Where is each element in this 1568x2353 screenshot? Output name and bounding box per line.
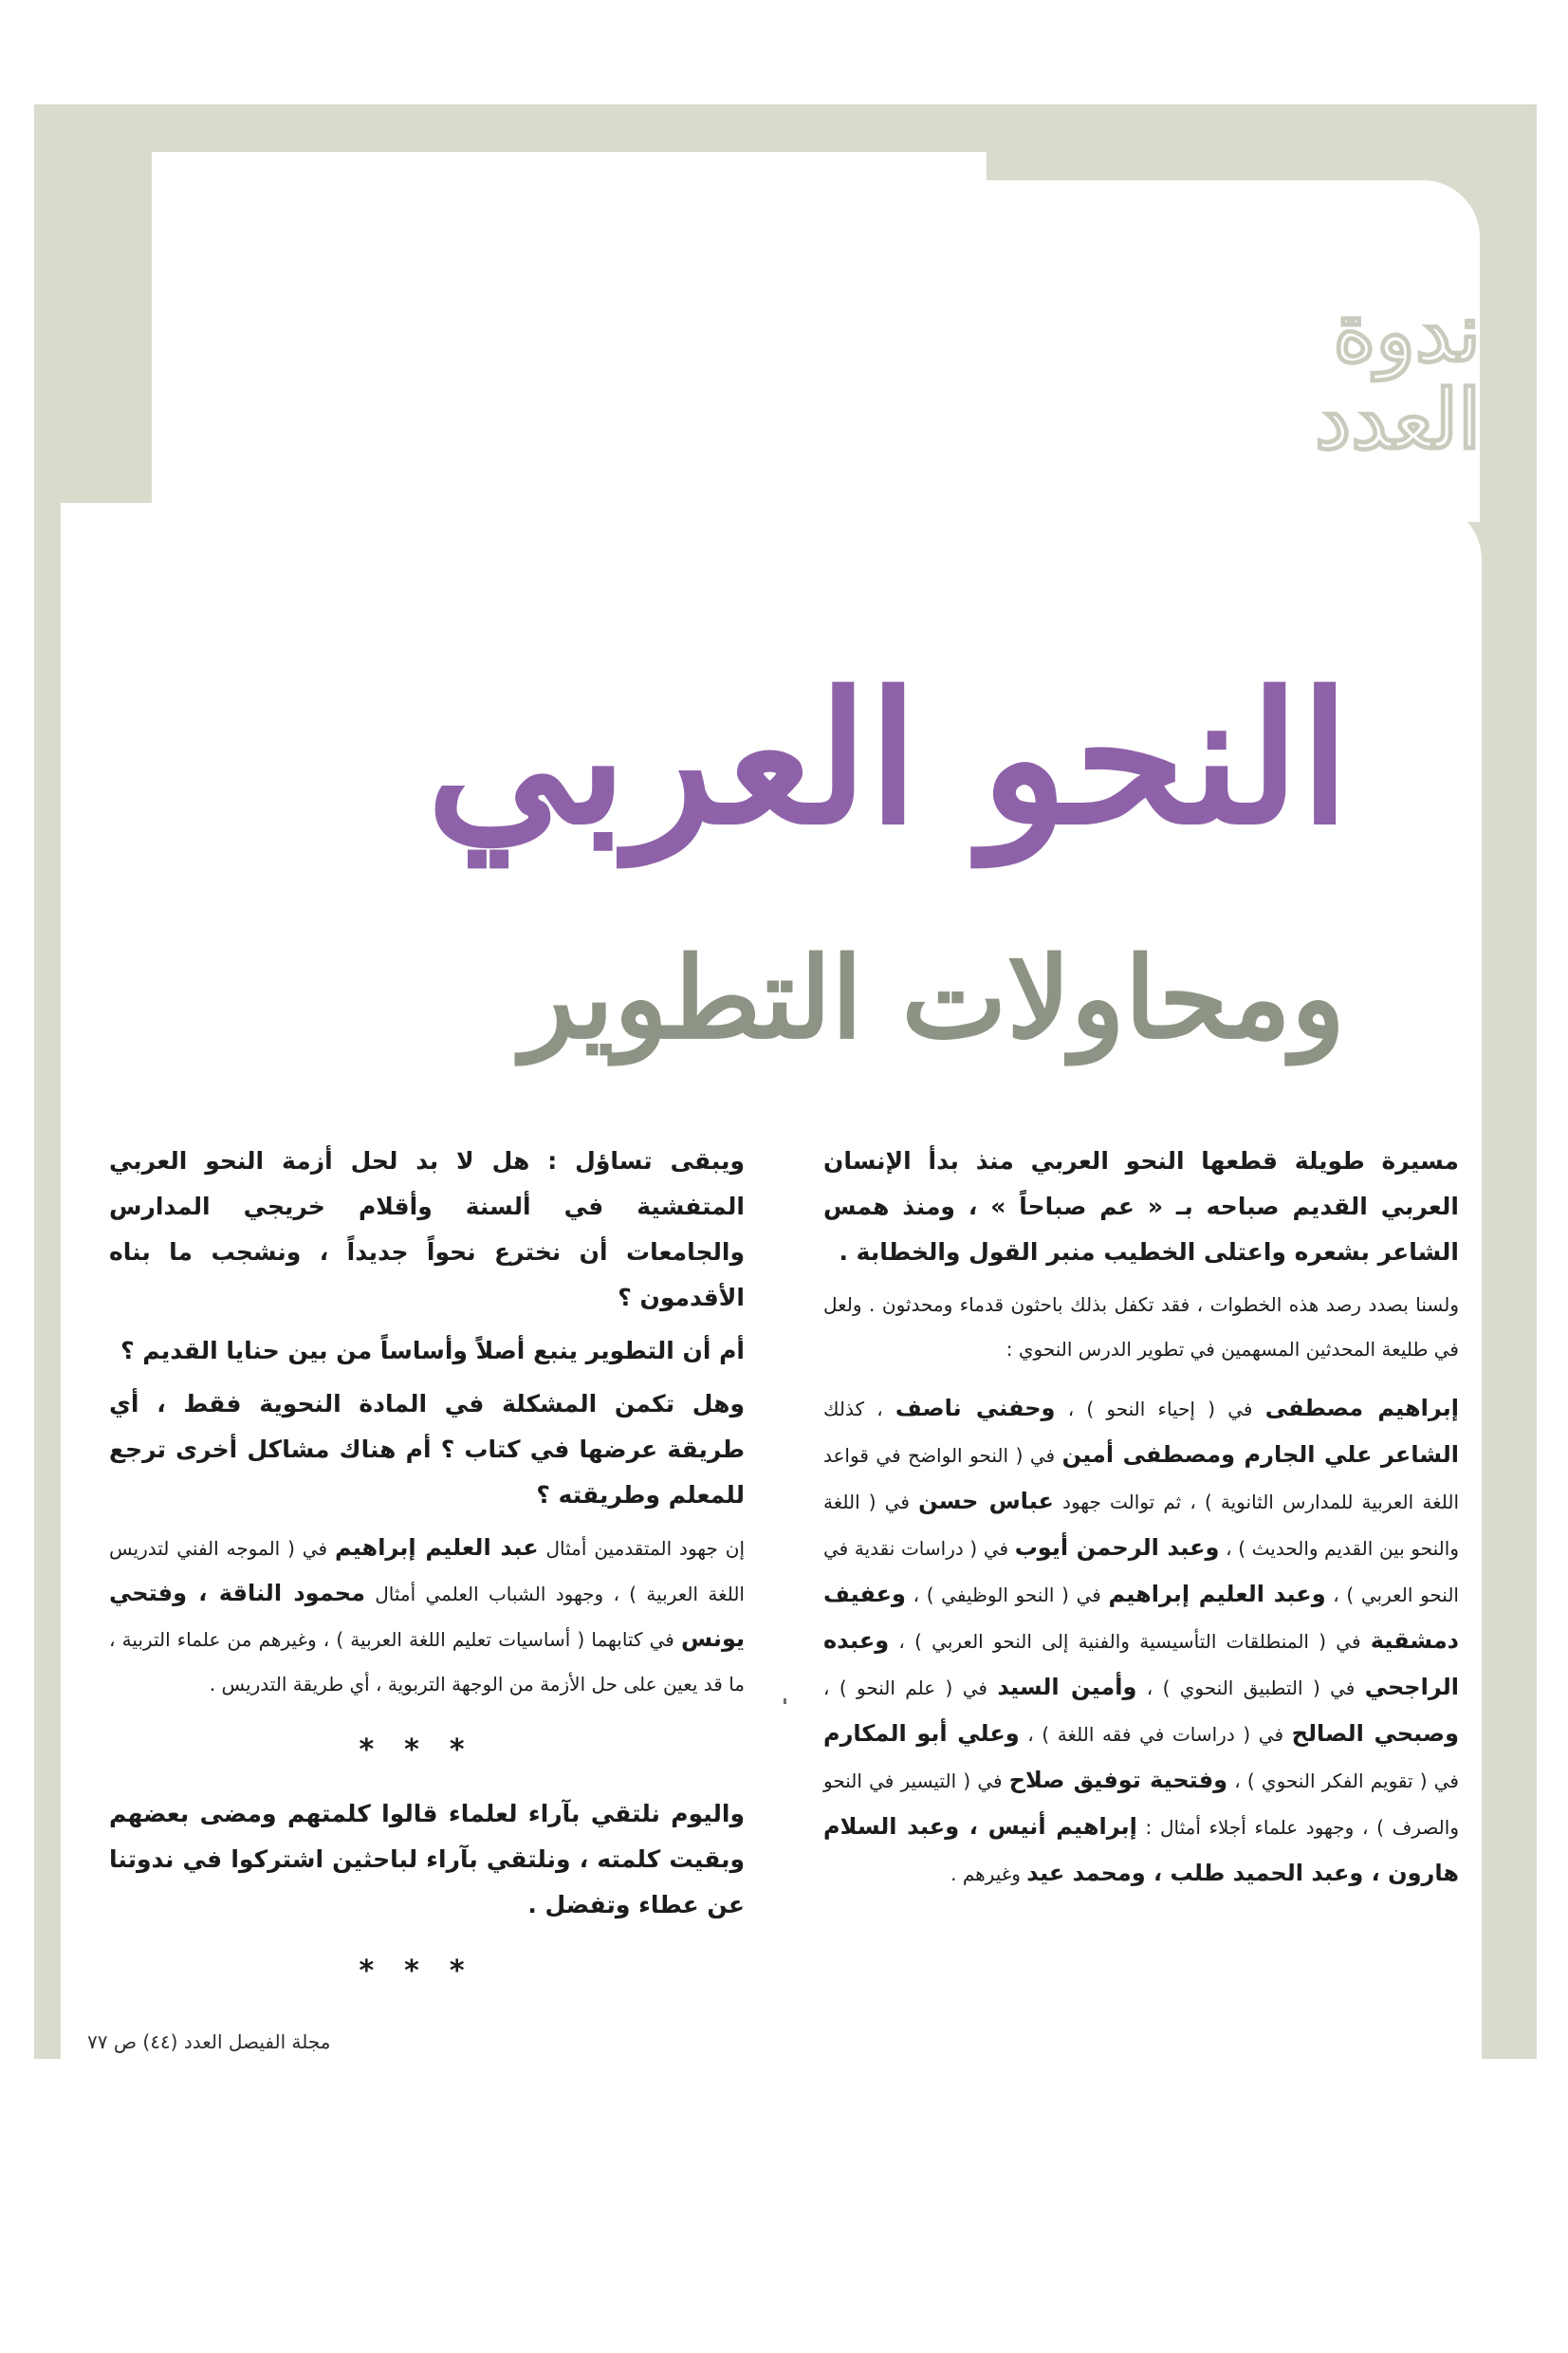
efforts-name-1: عبد العليم إبراهيم (334, 1534, 539, 1561)
scholar-name: وعبد العليم إبراهيم (1108, 1581, 1326, 1607)
scholars-paragraph (823, 1385, 1459, 1897)
question-paragraph-3: وهل تكمن المشكلة في المادة النحوية فقط ، أي طريقة عرضها في كتاب ؟ أم هناك مشاكل أخرى ترجع للمعلم وطريقته ؟ (109, 1390, 745, 1509)
scholar-work: ، كذلك (823, 1398, 895, 1420)
scholar-name: عباس حسن (918, 1488, 1054, 1514)
scholar-work: في ( التطبيق النحوي ) ، (1136, 1677, 1365, 1699)
scholar-work: في ( دراسات نقدية في النحو العربي ) ، (823, 1537, 1459, 1606)
scholar-name: وعفيف دمشقية (823, 1581, 1459, 1654)
efforts-text-post: في كتابهما ( أساسيات تعليم اللغة العربية ) ، وغيرهم من علماء التربية ، ما قد يعين على حل الأزمة من الوجهة التربوية ، أي طريقة التدريس . (109, 1628, 745, 1695)
scholar-work: في ( إحياء النحو ) ، (1055, 1398, 1265, 1420)
efforts-name-2: محمود الناقة ، وفتحي يونس (109, 1580, 745, 1652)
column-divider-mark (784, 1698, 786, 1704)
scholar-name: إبراهيم مصطفى (1264, 1395, 1460, 1421)
scholar-work: في ( اللغة والنحو بين القديم والحديث ) ، (823, 1491, 1459, 1560)
scholar-name: وصبحي الصالح (1291, 1720, 1459, 1747)
right-column (823, 1139, 1459, 1897)
left-column (109, 1139, 745, 2012)
scholar-name: الشاعر علي الجارم ومصطفى أمين (1061, 1441, 1460, 1468)
scholar-name: وعلي أبو المكارم (823, 1720, 1020, 1747)
scholar-work: في ( النحو الواضح في قواعد اللغة العربية للمدارس الثانوية ) ، ثم توالت جهود (823, 1444, 1459, 1513)
scholar-name: وعبد الرحمن أيوب (1014, 1534, 1220, 1561)
section-separator: *** (359, 1733, 495, 1767)
section-stamp-line1: ندوة (1333, 285, 1481, 380)
intro-paragraph: مسيرة طويلة قطعها النحو العربي منذ بدأ الإنسان العربي القديم صباحه بـ « عم صباحاً » ، ومنذ همس الشاعر بشعره واعتلى الخطيب منبر القول والخطابة . (823, 1147, 1459, 1266)
page-panel-top (152, 180, 1480, 522)
efforts-text-pre: إن جهود المتقدمين أمثال (538, 1537, 746, 1560)
scholar-name: وحفني ناصف (895, 1395, 1056, 1421)
question-paragraph-2: أم أن التطوير ينبع أصلاً وأساساً من بين حنايا القديم ؟ (120, 1337, 745, 1364)
closing-paragraph: واليوم نلتقي بآراء لعلماء قالوا كلمتهم ومضى بعضهم وبقيت كلمته ، ونلتقي بآراء لباحثين اشتركوا في ندوتنا عن عطاء وتفضل . (109, 1800, 745, 1918)
section-separator-end: *** (359, 1955, 495, 1988)
scholar-name: وأمين السيد (997, 1674, 1137, 1700)
scholar-work: في ( النحو الوظيفي ) ، (905, 1584, 1109, 1606)
scholar-name: وفتحية توفيق صلاح (1008, 1767, 1228, 1793)
scholar-work: في ( تقويم الفكر النحوي ) ، (1227, 1769, 1459, 1792)
scholar-work: في ( التيسير في النحو والصرف ) ، وجهود علماء أجلاء أمثال : (823, 1769, 1459, 1839)
article-subtitle: ومحاولات التطوير (521, 932, 1345, 1064)
scholar-work: وغيرهم . (950, 1862, 1027, 1885)
section-stamp-line2: العدد (1314, 372, 1481, 468)
scholar-name: إبراهيم أنيس ، وعبد السلام هارون ، وعبد الحميد طلب ، ومحمد عيد (823, 1813, 1459, 1886)
context-paragraph: ولسنا بصدد رصد هذه الخطوات ، فقد تكفل بذلك باحثون قدماء ومحدثون . ولعل في طليعة المحدثين المسهمين في تطوير الدرس النحوي : (823, 1293, 1459, 1361)
question-paragraph-1: ويبقى تساؤل : هل لا بد لحل أزمة النحو العربي المتفشية في ألسنة وأقلام خريجي المدارس والجامعات أن نخترع نحواً جديداً ، ونشجب ما بناه الأقدمون ؟ (109, 1147, 745, 1311)
scholar-work: في ( المنطلقات التأسيسية والفنية إلى النحو العربي ) ، (889, 1630, 1371, 1653)
scholar-work: في ( دراسات في فقه اللغة ) ، (1019, 1723, 1292, 1746)
efforts-paragraph (109, 1526, 745, 1707)
efforts-text-mid: في ( الموجه الفني لتدريس اللغة العربية ) ، وجهود الشباب العلمي أمثال (109, 1537, 745, 1605)
scholar-work: في ( علم النحو ) ، (823, 1677, 998, 1699)
page-footer: مجلة الفيصل العدد (٤٤) ص ٧٧ (87, 2030, 331, 2053)
scholar-name: وعبده الراجحي (823, 1627, 1459, 1700)
article-title: النحو العربي (426, 653, 1350, 864)
